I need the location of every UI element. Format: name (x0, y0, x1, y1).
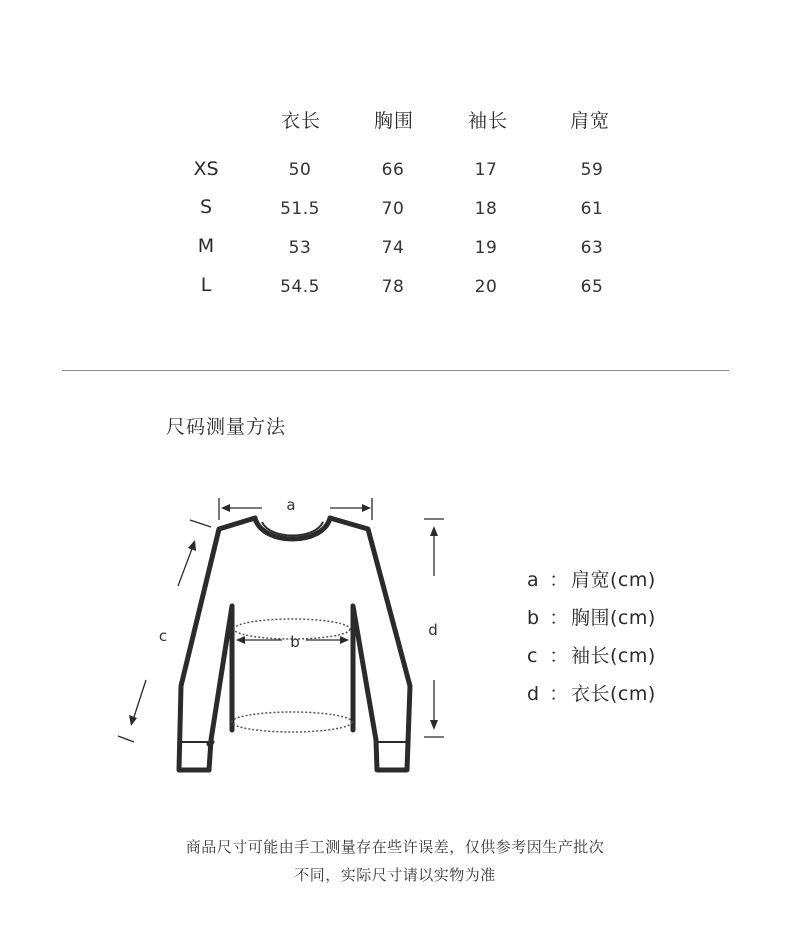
cell-m-shoulder: 63 (580, 238, 604, 258)
legend-key: a (527, 569, 540, 591)
cell-l-sleeve: 20 (474, 277, 498, 297)
legend-sep: ： (549, 645, 569, 667)
legend-text: 胸围(cm) (571, 607, 656, 629)
cell-xs-length: 50 (288, 160, 312, 180)
legend-key: b (527, 607, 540, 629)
label-b: b (290, 633, 300, 651)
cell-xs-shoulder: 59 (580, 160, 604, 180)
legend-sep: ： (549, 607, 569, 629)
measure-method-title: 尺码测量方法 (166, 416, 287, 438)
legend-item-b (527, 603, 656, 630)
cell-s-chest: 70 (381, 199, 405, 219)
cell-s-sleeve: 18 (474, 199, 498, 219)
legend-sep: ： (549, 683, 569, 705)
legend-key: d (527, 683, 540, 705)
cell-m-chest: 74 (381, 238, 405, 258)
footnote-line-1: 商品尺寸可能由手工测量存在些许误差，仅供参考因生产批次 (185, 838, 605, 856)
label-c: c (158, 627, 168, 645)
header-chest: 胸围 (373, 110, 414, 132)
hem-ellipse (232, 712, 352, 732)
header-shoulder: 肩宽 (569, 110, 610, 132)
footnote-line-2: 不同，实际尺寸请以实物为准 (294, 866, 496, 884)
cell-l-chest: 78 (381, 277, 405, 297)
label-d: d (428, 621, 438, 639)
cell-s-length: 51.5 (280, 199, 320, 219)
size-label-l: L (200, 274, 212, 296)
cell-m-sleeve: 19 (474, 238, 498, 258)
sweater-diagram (110, 490, 460, 780)
header-sleeve: 袖长 (467, 110, 508, 132)
legend-item-d (527, 679, 656, 706)
cell-l-shoulder: 65 (580, 277, 604, 297)
label-a: a (286, 496, 296, 514)
header-length: 衣长 (280, 110, 321, 132)
cell-m-length: 53 (288, 238, 312, 258)
legend-key: c (527, 645, 538, 667)
cell-xs-sleeve: 17 (474, 160, 498, 180)
size-label-m: M (197, 235, 215, 257)
cell-l-length: 54.5 (280, 277, 320, 297)
section-divider (62, 370, 729, 371)
legend-item-c (527, 641, 656, 668)
size-label-xs: XS (193, 158, 219, 180)
legend-text: 衣长(cm) (571, 683, 656, 705)
legend-sep: ： (549, 569, 569, 591)
legend-text: 袖长(cm) (571, 645, 656, 667)
size-label-s: S (199, 196, 213, 218)
cell-xs-chest: 66 (381, 160, 405, 180)
legend-item-a (527, 565, 656, 592)
legend-text: 肩宽(cm) (571, 569, 656, 591)
cell-s-shoulder: 61 (580, 199, 604, 219)
